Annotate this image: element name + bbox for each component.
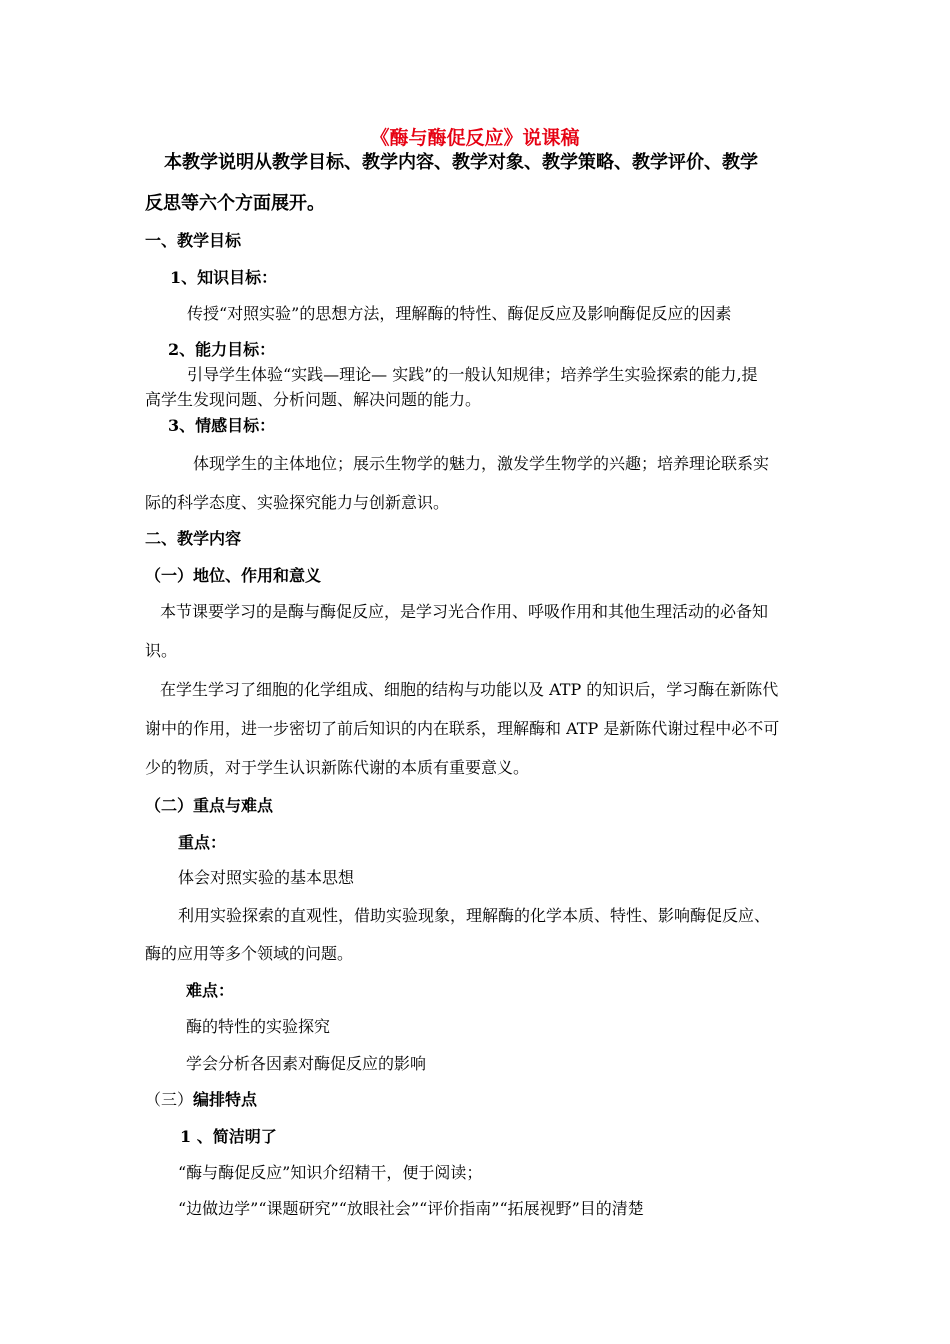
emotion-goal-text-line-1: 体现学生的主体地位；展示生物学的魅力，激发学生物学的兴趣；培养理论联系实: [193, 454, 770, 473]
feature-1-heading: 1 、简洁明了: [180, 1127, 277, 1146]
position-paragraph-2-line-1: 在学生学习了细胞的化学组成、细胞的结构与功能以及 ATP 的知识后，学习酶在新陈代: [160, 680, 779, 699]
difficulty-item-1: 酶的特性的实验探究: [186, 1017, 331, 1036]
section-heading-teaching-goals: 一、教学目标: [145, 231, 242, 250]
key-points-heading: 重点：: [178, 833, 227, 852]
subsection-heading-key-difficult: （二）重点与难点: [145, 796, 274, 815]
position-paragraph-1-line-2: 识。: [145, 641, 178, 660]
intro-line-1: 本教学说明从教学目标、教学内容、教学对象、教学策略、教学评价、教学: [164, 152, 758, 173]
key-point-item-1: 体会对照实验的基本思想: [178, 868, 355, 887]
knowledge-goal-heading: 1、知识目标：: [170, 268, 278, 287]
subsection-heading-arrangement-text: 编排特点: [193, 1090, 258, 1109]
subsection-heading-arrangement: [145, 1090, 257, 1110]
ability-goal-heading: 2、能力目标：: [168, 340, 276, 359]
position-paragraph-2-line-3: 少的物质，对于学生认识新陈代谢的本质有重要意义。: [145, 758, 530, 777]
ability-goal-text-line-1: 引导学生体验“实践—理论— 实践”的一般认知规律；培养学生实验探索的能力,提: [187, 365, 758, 384]
feature-1-text-2: “边做边学”“课题研究”“放眼社会”“评价指南”“拓展视野”目的清楚: [178, 1199, 644, 1218]
feature-1-text-1: “酶与酶促反应”知识介绍精干，便于阅读；: [178, 1163, 483, 1182]
difficulty-item-2: 学会分析各因素对酶促反应的影响: [186, 1054, 427, 1073]
intro-line-2: 反思等六个方面展开。: [145, 193, 325, 214]
section-heading-teaching-content: 二、教学内容: [145, 529, 242, 548]
emotion-goal-heading: 3、情感目标：: [168, 416, 276, 435]
knowledge-goal-text: 传授“对照实验”的思想方法，理解酶的特性、酶促反应及影响酶促反应的因素: [187, 304, 732, 323]
ability-goal-text-line-2: 高学生发现问题、分析问题、解决问题的能力。: [145, 390, 482, 409]
difficulty-heading: 难点：: [186, 981, 235, 1000]
document-title: 《酶与酶促反应》说课稿: [370, 127, 580, 149]
key-point-item-2-line-2: 酶的应用等多个领域的问题。: [145, 944, 354, 963]
position-paragraph-2-line-2: 谢中的作用，进一步密切了前后知识的内在联系，理解酶和 ATP 是新陈代谢过程中必不可: [145, 719, 780, 738]
position-paragraph-1-line-1: 本节课要学习的是酶与酶促反应，是学习光合作用、呼吸作用和其他生理活动的必备知: [160, 602, 769, 621]
emotion-goal-text-line-2: 际的科学态度、实验探究能力与创新意识。: [145, 493, 450, 512]
subsection-heading-position: （一）地位、作用和意义: [145, 566, 322, 585]
subsection-heading-arrangement-prefix: （三）: [145, 1090, 194, 1109]
key-point-item-2-line-1: 利用实验探索的直观性，借助实验现象，理解酶的化学本质、特性、影响酶促反应、: [178, 906, 771, 925]
